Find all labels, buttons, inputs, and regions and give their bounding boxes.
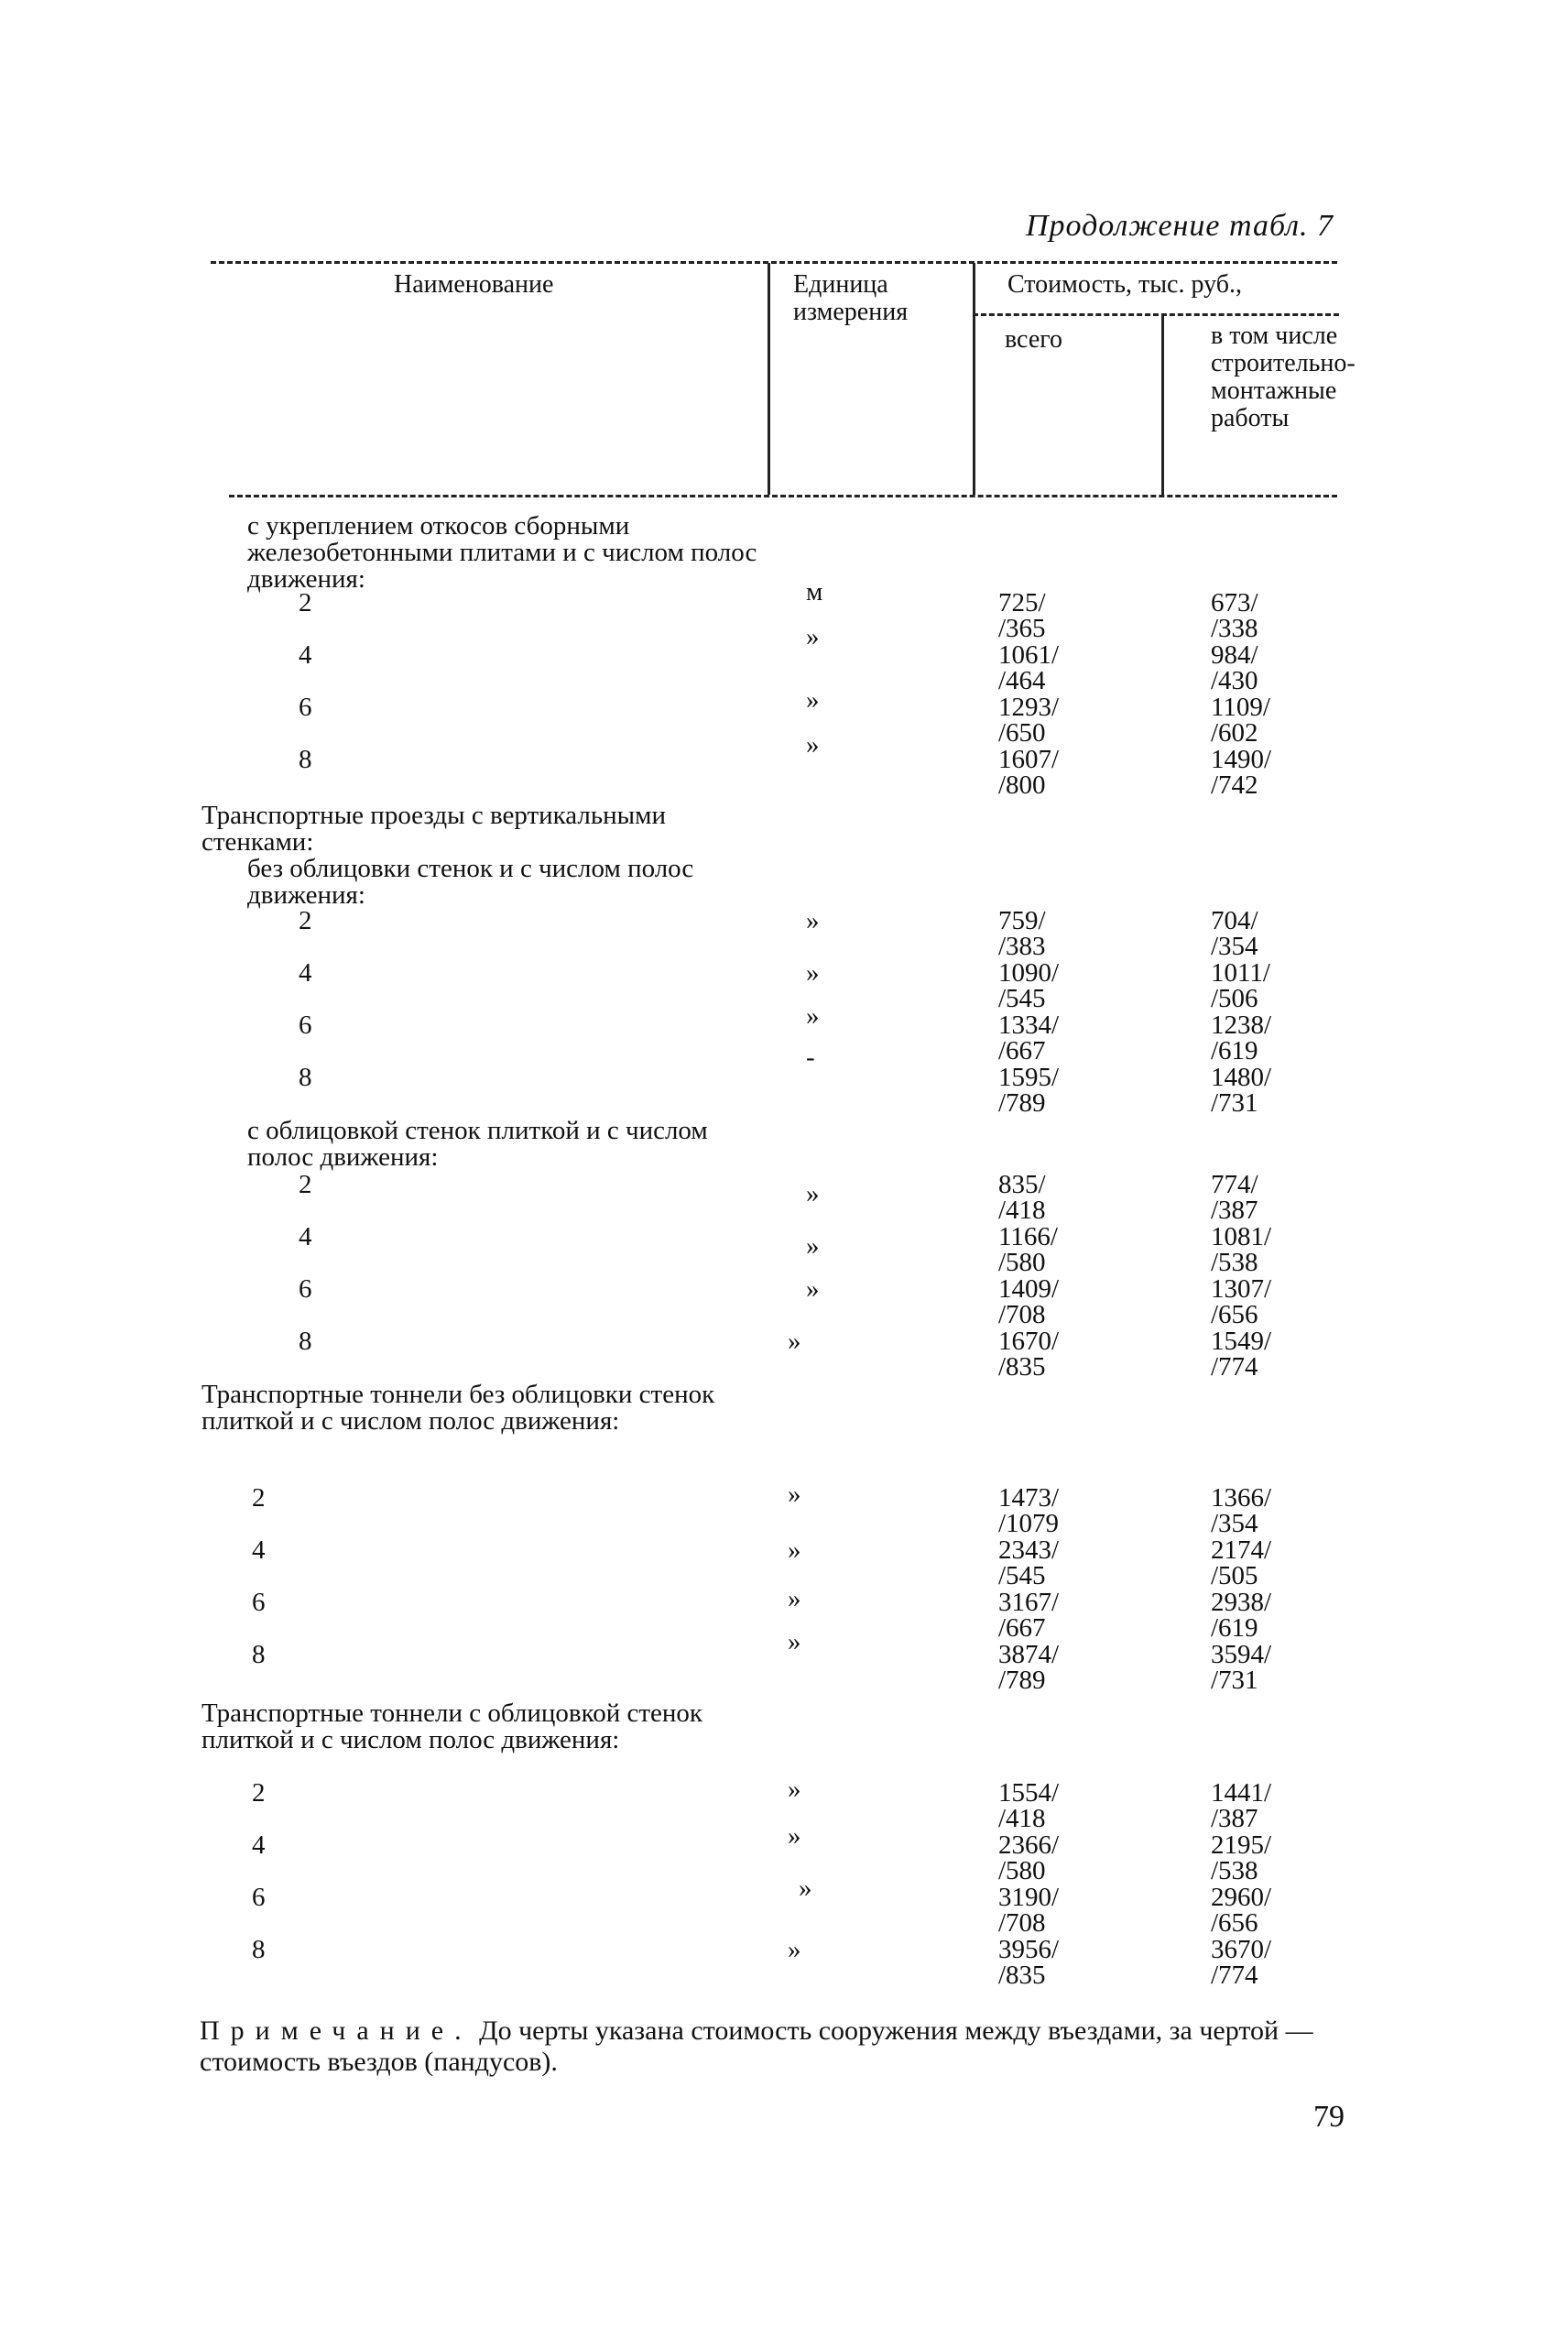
unit-value: » xyxy=(806,685,820,715)
header-incl: в том числе строительно-монтажные работы xyxy=(1211,322,1356,432)
smr-value: 1366/ /354 xyxy=(1211,1483,1272,1538)
lanes-value: 4 xyxy=(252,1830,266,1860)
total-value: 725/ /365 xyxy=(998,588,1046,643)
table-top-rule xyxy=(211,261,1337,264)
unit-value: м xyxy=(806,577,823,606)
smr-value: 3594/ /731 xyxy=(1211,1640,1272,1695)
unit-value: » xyxy=(788,1327,801,1356)
lanes-value: 4 xyxy=(299,640,312,670)
unit-value: » xyxy=(788,1627,801,1656)
smr-value: 704/ /354 xyxy=(1211,906,1258,961)
smr-value: 3670/ /774 xyxy=(1211,1935,1272,1990)
total-value: 3956/ /835 xyxy=(998,1935,1060,1990)
section-title-1: с укреплением откосов сборными железобетонными плитами и с числом полос движения: xyxy=(247,511,757,594)
total-value: 3167/ /667 xyxy=(998,1588,1060,1643)
unit-value: » xyxy=(806,1231,820,1261)
lanes-value: 2 xyxy=(252,1778,266,1808)
total-value: 1607/ /800 xyxy=(998,745,1060,800)
unit-value: » xyxy=(806,958,820,988)
smr-value: 774/ /387 xyxy=(1211,1170,1258,1225)
lanes-value: 8 xyxy=(299,745,312,774)
smr-value: 673/ /338 xyxy=(1211,588,1258,643)
unit-value: » xyxy=(806,1274,820,1304)
smr-value: 1307/ /656 xyxy=(1211,1274,1272,1329)
smr-value: 1441/ /387 xyxy=(1211,1778,1272,1833)
unit-value: » xyxy=(788,1935,801,1964)
total-value: 1334/ /667 xyxy=(998,1011,1060,1065)
section-title-2: Транспортные проезды с вертикальными стенками: xyxy=(201,801,667,857)
unit-value: » xyxy=(788,1584,801,1613)
smr-value: 1549/ /774 xyxy=(1211,1327,1272,1382)
total-value: 1554/ /418 xyxy=(998,1778,1060,1833)
total-value: 1293/ /650 xyxy=(998,693,1060,748)
smr-value: 1081/ /538 xyxy=(1211,1222,1272,1277)
section-title-5: Транспортные тоннели с облицовкой стенок плиткой и с числом полос движения: xyxy=(201,1699,703,1754)
total-value: 759/ /383 xyxy=(998,906,1046,961)
lanes-value: 2 xyxy=(252,1483,266,1513)
smr-value: 1490/ /742 xyxy=(1211,745,1272,800)
lanes-value: 6 xyxy=(252,1588,266,1617)
header-total: всего xyxy=(1005,325,1063,354)
total-value: 1670/ /835 xyxy=(998,1327,1060,1382)
unit-value: » xyxy=(799,1874,812,1903)
lanes-value: 8 xyxy=(252,1640,266,1669)
lanes-value: 4 xyxy=(252,1535,266,1565)
smr-value: 2960/ /656 xyxy=(1211,1883,1272,1938)
lanes-value: 4 xyxy=(299,1222,312,1251)
column-divider-incl xyxy=(1161,315,1164,495)
smr-value: 2195/ /538 xyxy=(1211,1830,1272,1885)
lanes-value: 8 xyxy=(299,1063,312,1092)
column-divider-unit xyxy=(768,263,770,495)
unit-value: » xyxy=(788,1821,801,1851)
unit-value: » xyxy=(788,1535,801,1565)
total-value: 1166/ /580 xyxy=(998,1222,1058,1277)
total-value: 835/ /418 xyxy=(998,1170,1046,1225)
smr-value: 1109/ /602 xyxy=(1211,693,1270,748)
lanes-value: 6 xyxy=(299,693,312,722)
smr-value: 2174/ /505 xyxy=(1211,1535,1272,1590)
note-lead: Примечание. xyxy=(200,2016,473,2046)
total-value: 3190/ /708 xyxy=(998,1883,1060,1938)
smr-value: 1238/ /619 xyxy=(1211,1011,1272,1065)
smr-value: 1480/ /731 xyxy=(1211,1063,1272,1118)
smr-value: 1011/ /506 xyxy=(1211,958,1270,1013)
unit-value: » xyxy=(788,1480,801,1509)
total-value: 1409/ /708 xyxy=(998,1274,1060,1329)
page-number: 79 xyxy=(1313,2100,1345,2134)
cost-subheader-rule xyxy=(973,313,1339,316)
table-caption: Продолжение табл. 7 xyxy=(1026,209,1334,243)
lanes-value: 2 xyxy=(299,1170,312,1199)
total-value: 1090/ /545 xyxy=(998,958,1060,1013)
total-value: 1595/ /789 xyxy=(998,1063,1060,1118)
table-note xyxy=(200,2016,1381,2078)
header-bottom-rule xyxy=(229,495,1337,497)
lanes-value: 2 xyxy=(299,588,312,617)
unit-value: » xyxy=(806,1179,820,1208)
total-value: 1473/ /1079 xyxy=(998,1483,1060,1538)
smr-value: 984/ /430 xyxy=(1211,640,1258,695)
section-title-4: Транспортные тоннели без облицовки стенок плиткой и с числом полос движения: xyxy=(201,1380,715,1436)
header-name: Наименование xyxy=(394,270,554,299)
total-value: 1061/ /464 xyxy=(998,640,1060,695)
header-unit: Единица измерения xyxy=(793,270,909,326)
unit-value: » xyxy=(806,1001,820,1031)
column-divider-cost xyxy=(973,263,975,495)
total-value: 2366/ /580 xyxy=(998,1830,1060,1885)
section-title-3: с облицовкой стенок плиткой и с числом полос движения: xyxy=(247,1116,708,1172)
lanes-value: 8 xyxy=(299,1327,312,1356)
lanes-value: 2 xyxy=(299,906,312,935)
unit-value: » xyxy=(806,906,820,935)
lanes-value: 6 xyxy=(252,1883,266,1912)
lanes-value: 4 xyxy=(299,958,312,988)
unit-value: - xyxy=(806,1043,815,1072)
unit-value: » xyxy=(788,1775,801,1804)
total-value: 3874/ /789 xyxy=(998,1640,1060,1695)
unit-value: » xyxy=(806,730,820,759)
lanes-value: 6 xyxy=(299,1274,312,1304)
header-cost: Стоимость, тыс. руб., xyxy=(1007,270,1242,299)
lanes-value: 6 xyxy=(299,1011,312,1040)
note-text: До черты указана стоимость сооружения между въездами, за чертой — стоимость въездов (пандусов). xyxy=(200,2016,1313,2077)
unit-value: » xyxy=(806,622,820,651)
section-subtitle-2: без облицовки стенок и с числом полос движения: xyxy=(247,854,694,910)
smr-value: 2938/ /619 xyxy=(1211,1588,1272,1643)
total-value: 2343/ /545 xyxy=(998,1535,1060,1590)
lanes-value: 8 xyxy=(252,1935,266,1964)
